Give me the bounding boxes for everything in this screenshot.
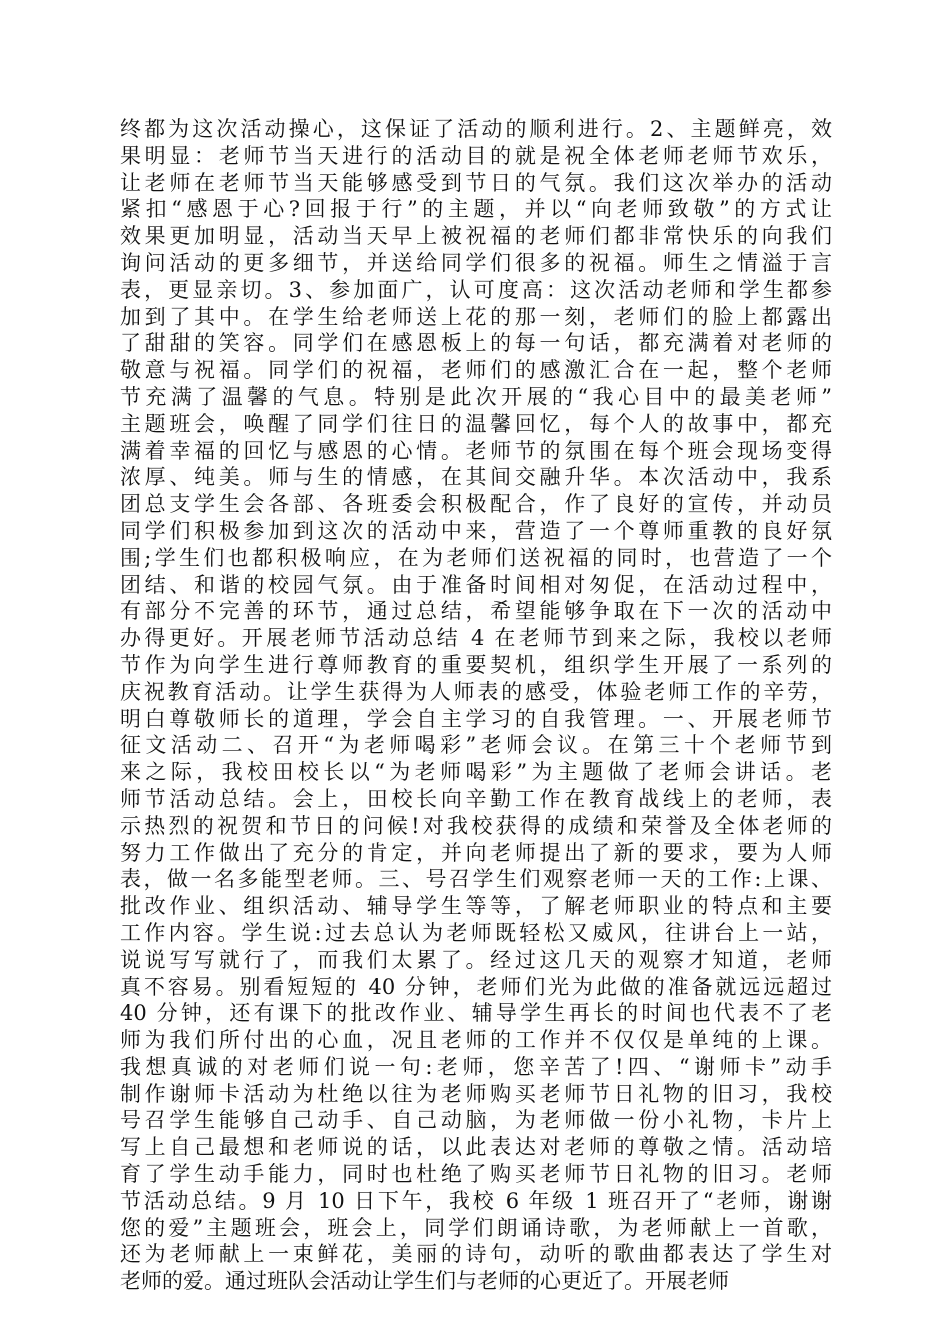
text-line: 庆祝教育活动。让学生获得为人师表的感受，体验老师工作的辛劳， — [120, 679, 832, 704]
text-line: 努力工作做出了充分的肯定，并向老师提出了新的要求，要为人师 — [120, 840, 832, 865]
text-line: 终都为这次活动操心，这保证了活动的顺利进行。2、主题鲜亮，效 — [120, 117, 832, 141]
text-line: 满着幸福的回忆与感恩的心情。老师节的氛围在每个班会现场变得 — [120, 438, 832, 463]
text-line: 工作内容。学生说:过去总认为老师既轻松又威风，往讲台上一站， — [120, 920, 832, 945]
text-line: 节作为向学生进行尊师教育的重要契机，组织学生开展了一系列的 — [120, 652, 832, 677]
text-line: 说说写写就行了，而我们太累了。经过这几天的观察才知道，老师 — [120, 947, 832, 972]
text-line: 育了学生动手能力，同时也杜绝了购买老师节日礼物的旧习。老师 — [120, 1162, 832, 1187]
text-line: 来之际，我校田校长以“为老师喝彩”为主题做了老师会讲话。老 — [120, 760, 832, 785]
text-line: 写上自己最想和老师说的话，以此表达对老师的尊敬之情。活动培 — [120, 1135, 832, 1160]
text-line: 围;学生们也都积极响应，在为老师们送祝福的同时，也营造了一个 — [120, 545, 832, 570]
text-line: 还为老师献上一束鲜花，美丽的诗句，动听的歌曲都表达了学生对 — [120, 1242, 832, 1267]
text-line: 制作谢师卡活动为杜绝以往为老师购买老师节日礼物的旧习，我校 — [120, 1081, 832, 1106]
text-line: 同学们积极参加到这次的活动中来，营造了一个尊师重教的良好氛 — [120, 518, 832, 543]
text-line: 老师的爱。通过班队会活动让学生们与老师的心更近了。开展老师 — [120, 1269, 729, 1294]
text-line: 师为我们所付出的心血，况且老师的工作并不仅仅是单纯的上课。 — [120, 1028, 832, 1053]
text-line: 浓厚、纯美。师与生的情感，在其间交融升华。本次活动中，我系 — [120, 465, 832, 490]
text-line: 果明显：老师节当天进行的活动目的就是祝全体老师老师节欢乐， — [120, 143, 832, 168]
text-line: 征文活动二、召开“为老师喝彩”老师会议。在第三十个老师节到 — [120, 733, 832, 758]
text-line: 团总支学生会各部、各班委会积极配合，作了良好的宣传，并动员 — [120, 492, 832, 517]
text-line: 您的爱”主题班会，班会上，同学们朗诵诗歌，为老师献上一首歌， — [120, 1215, 832, 1240]
text-line: 主题班会，唤醒了同学们往日的温馨回忆，每个人的故事中，都充 — [120, 411, 832, 436]
text-line: 真不容易。别看短短的 40 分钟，老师们光为此做的准备就远远超过 — [120, 974, 832, 999]
text-line: 让老师在老师节当天能够感受到节日的气氛。我们这次举办的活动 — [120, 170, 832, 195]
text-line: 示热烈的祝贺和节日的问候!对我校获得的成绩和荣誉及全体老师的 — [120, 813, 832, 838]
text-line: 师节活动总结。会上，田校长向辛勤工作在教育战线上的老师，表 — [120, 786, 832, 811]
text-line: 我想真诚的对老师们说一句:老师，您辛苦了!四、“谢师卡”动手 — [120, 1054, 832, 1079]
text-line: 有部分不完善的环节，通过总结，希望能够争取在下一次的活动中 — [120, 599, 832, 624]
text-line: 号召学生能够自己动手、自己动脑，为老师做一份小礼物，卡片上 — [120, 1108, 832, 1133]
text-line: 节活动总结。9 月 10 日下午，我校 6 年级 1 班召开了“老师，谢谢 — [120, 1188, 832, 1213]
text-line: 表，更显亲切。3、参加面广，认可度高：这次活动老师和学生都参 — [120, 277, 832, 302]
text-line: 40 分钟，还有课下的批改作业、辅导学生再长的时间也代表不了老 — [120, 1001, 832, 1026]
text-line: 敬意与祝福。同学们的祝福，老师们的感激汇合在一起，整个老师 — [120, 358, 832, 383]
text-line: 节充满了温馨的气息。特别是此次开展的“我心目中的最美老师” — [120, 384, 832, 409]
text-line: 加到了其中。在学生给老师送上花的那一刻，老师们的脸上都露出 — [120, 304, 832, 329]
text-line: 明白尊敬师长的道理，学会自主学习的自我管理。一、开展老师节 — [120, 706, 832, 731]
text-line: 紧扣“感恩于心?回报于行”的主题，并以“向老师致敬”的方式让 — [120, 197, 832, 222]
text-line: 办得更好。开展老师节活动总结 4 在老师节到来之际，我校以老师 — [120, 626, 832, 651]
text-line: 团结、和谐的校园气氛。由于准备时间相对匆促，在活动过程中， — [120, 572, 832, 597]
text-line: 表，做一名多能型老师。三、号召学生们观察老师一天的工作:上课、 — [120, 867, 832, 892]
text-line: 批改作业、组织活动、辅导学生等等，了解老师职业的特点和主要 — [120, 894, 832, 919]
text-line: 询问活动的更多细节，并送给同学们很多的祝福。师生之情溢于言 — [120, 250, 832, 275]
body-text — [120, 116, 832, 1295]
text-line: 效果更加明显，活动当天早上被祝福的老师们都非常快乐的向我们 — [120, 224, 832, 249]
text-line: 了甜甜的笑容。同学们在感恩板上的每一句话，都充满着对老师的 — [120, 331, 832, 356]
